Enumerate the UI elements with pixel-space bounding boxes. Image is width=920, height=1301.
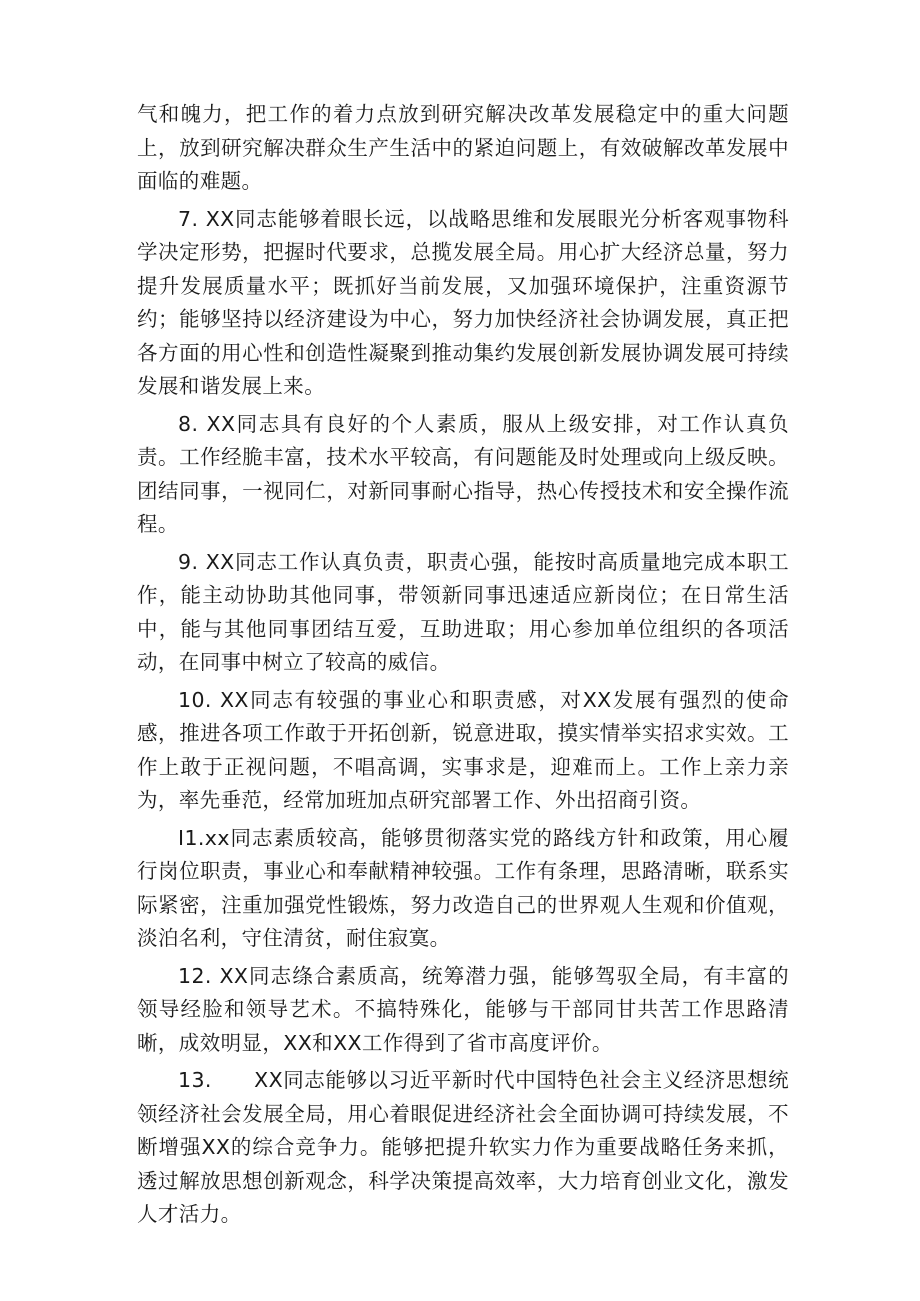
paragraph-item-7: 7. XX同志能够着眼长远，以战略思维和发展眼光分析客观事物科学决定形势，把握时代要求，总揽发展全局。用心扩大经济总量，努力提升发展质量水平；既抓好当前发展，又加强环境保护，注重资源节约；能够坚持以经济建设为中心，努力加快经济社会协调发展，真正把各方面的用心性和创造性凝聚到推动集约发展创新发展协调发展可持续发展和谐发展上来。 — [137, 206, 789, 398]
paragraph-item-10: 10. XX同志有较强的事业心和职责感，对XX发展有强烈的使命感，推进各项工作敢于开拓创新，锐意进取，摸实情举实招求实效。工作上敢于正视问题，不唱高调，实事求是，迎难而上。工作上亲力亲为，率先垂范，经常加班加点研究部署工作、外出招商引资。 — [137, 687, 789, 812]
paragraph-item-9: 9. XX同志工作认真负责，职责心强，能按时高质量地完成本职工作，能主动协助其他同事，带领新同事迅速适应新岗位；在日常生活中，能与其他同事团结互爱，互助进取；用心参加单位组织的各项活动，在同事中树立了较高的威信。 — [137, 549, 789, 674]
paragraph-item-13: 13. XX同志能够以习近平新时代中国特色社会主义经济思想统领经济社会发展全局，用心着眼促进经济社会全面协调可持续发展，不断增强XX的综合竞争力。能够把提升软实力作为重要战略任务来抓，透过解放思想创新观念，科学决策提高效率，大力培育创业文化，激发人才活力。 — [137, 1068, 789, 1226]
paragraph-item-8: 8. XX同志具有良好的个人素质，服从上级安排，对工作认真负责。工作经脆丰富，技术水平较高，有问题能及时处理或向上级反映。团结同事，一视同仁，对新同事耐心指导，热心传授技术和安全操作流程。 — [137, 411, 789, 536]
document-body — [137, 98, 789, 1236]
paragraph-item-11: I1.xx同志素质较高，能够贯彻落实党的路线方针和政策，用心履行岗位职责，事业心和奉献精神较强。工作有条理，思路清晰，联系实际紧密，注重加强党性锻炼，努力改造自己的世界观人生观和价值观，淡泊名利，守住清贫，耐住寂寞。 — [137, 825, 789, 950]
paragraph-item-12: 12. XX同志绦合素质高，统筹潜力强，能够驾驭全局，有丰富的领导经脸和领导艺术。不搞特殊化，能够与干部同甘共苦工作思路清晰，成效明显，XX和XX工作得到了省市高度评价。 — [137, 963, 789, 1055]
paragraph-continuation: 气和魄力，把工作的着力点放到研究解决改革发展稳定中的重大问题上，放到研究解决群众生产生活中的紧迫问题上，有效破解改革发展中面临的难题。 — [137, 102, 789, 193]
